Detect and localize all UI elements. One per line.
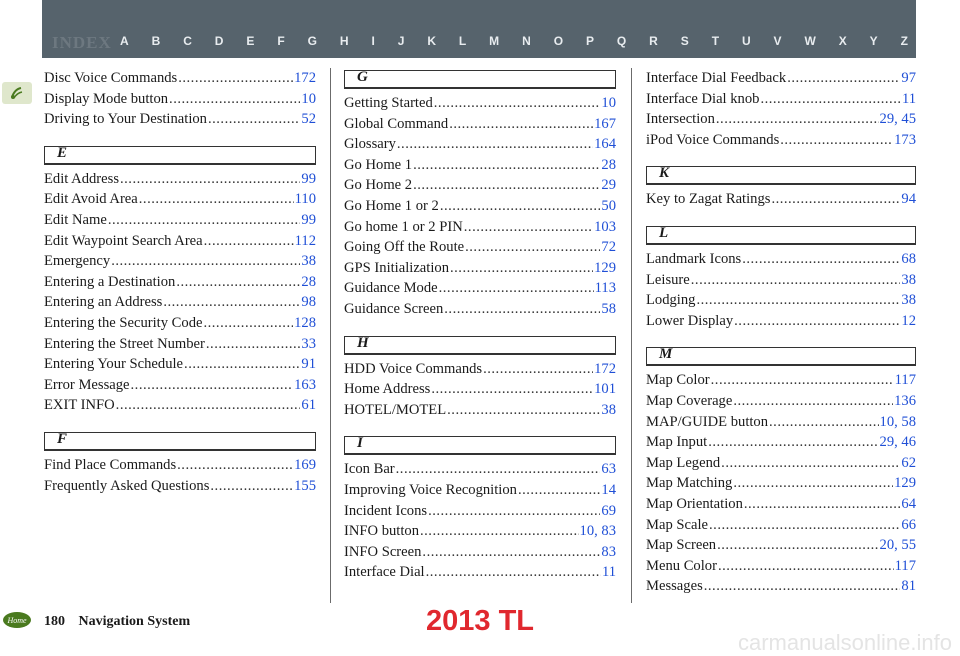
page-link[interactable]: 103 <box>594 218 616 235</box>
leader-dots <box>413 177 600 194</box>
leader-dots <box>444 301 600 318</box>
entry-name: Entering an Address <box>44 294 163 311</box>
entry-name: Display Mode button <box>44 90 169 107</box>
voice-command-icon <box>9 85 25 101</box>
entry-name: HDD Voice Commands <box>344 360 483 377</box>
index-entry <box>44 233 316 254</box>
page-link[interactable]: 172 <box>294 70 316 86</box>
page-link[interactable]: 81 <box>901 578 916 595</box>
leader-dots <box>139 191 294 208</box>
page-number: 180 <box>44 614 65 629</box>
alphabet-letter-r[interactable]: R <box>649 34 658 48</box>
index-entry <box>646 313 916 334</box>
leader-dots <box>413 157 600 174</box>
index-entry <box>44 253 316 274</box>
index-entry <box>646 272 916 293</box>
section-header <box>344 336 616 355</box>
section-letter: L <box>659 224 669 241</box>
index-column-2 <box>344 70 616 585</box>
alphabet-letter-h[interactable]: H <box>339 34 349 48</box>
alphabet-letter-m[interactable]: M <box>489 34 500 48</box>
page-link[interactable]: 68 <box>901 250 916 267</box>
entry-name: Edit Waypoint Search Area <box>44 232 203 249</box>
alphabet-letter-w[interactable]: W <box>804 34 816 48</box>
entry-name: Intersection <box>646 111 715 128</box>
alphabet-letter-o[interactable]: O <box>553 34 564 48</box>
index-entry <box>44 91 316 112</box>
leader-dots <box>447 402 600 419</box>
leader-dots <box>464 219 593 236</box>
page-link[interactable]: 97 <box>901 70 916 86</box>
section-letter: H <box>357 334 369 351</box>
section-letter: I <box>357 435 363 452</box>
entry-name: Go Home 2 <box>344 177 413 194</box>
page-link[interactable]: 14 <box>601 481 616 498</box>
page-link[interactable]: 98 <box>301 294 316 311</box>
index-column-1 <box>44 70 316 498</box>
section-spacer <box>344 322 616 330</box>
entry-name: Interface Dial knob <box>646 90 760 107</box>
page-link[interactable]: 112 <box>294 232 316 249</box>
entry-name: EXIT INFO <box>44 397 115 414</box>
page-link[interactable]: 163 <box>294 376 316 393</box>
leader-dots <box>518 482 600 499</box>
index-entry <box>646 517 916 538</box>
section-letter: E <box>57 144 68 161</box>
index-entry <box>44 457 316 478</box>
leader-dots <box>440 198 601 215</box>
alphabet-letter-g[interactable]: G <box>307 34 317 48</box>
page-link[interactable]: 12 <box>901 312 916 329</box>
section-spacer <box>646 152 916 160</box>
alphabet-letter-n[interactable]: N <box>522 34 531 48</box>
entry-name: Map Matching <box>646 475 733 492</box>
index-entry <box>44 274 316 295</box>
index-entry <box>344 219 616 240</box>
footer-section-title: Navigation System <box>78 614 191 629</box>
entry-name: Home Address <box>344 381 431 398</box>
entry-name: Messages <box>646 578 703 595</box>
alphabet-letter-u[interactable]: U <box>741 34 751 48</box>
page-link[interactable]: 173 <box>894 131 916 148</box>
entry-name: Menu Color <box>646 557 717 574</box>
index-entry <box>646 434 916 455</box>
index-entry <box>646 191 916 212</box>
page-link[interactable]: 38 <box>901 271 916 288</box>
index-entry <box>646 111 916 132</box>
page-link[interactable]: 29 <box>601 177 616 194</box>
entry-name: Edit Name <box>44 211 107 228</box>
index-entry <box>646 292 916 313</box>
leader-dots <box>208 111 300 128</box>
index-title: INDEX <box>52 33 112 52</box>
page-link[interactable]: 29, 46 <box>879 434 916 451</box>
leader-dots <box>691 272 901 289</box>
page-link[interactable]: 155 <box>294 477 316 494</box>
section-header <box>44 146 316 165</box>
leader-dots <box>108 212 301 229</box>
entry-name: Landmark Icons <box>646 250 742 267</box>
page-link[interactable]: 58 <box>601 300 616 317</box>
entry-name: Driving to Your Destination <box>44 111 207 128</box>
model-label: 2013 TL <box>426 605 534 637</box>
page-link[interactable]: 99 <box>301 211 316 228</box>
alphabet-letter-a[interactable]: A <box>120 34 129 48</box>
leader-dots <box>696 292 900 309</box>
watermark: carmanualsonline.info <box>737 630 952 655</box>
page-link[interactable]: 28 <box>301 273 316 290</box>
page-link[interactable]: 61 <box>301 397 316 414</box>
page-link[interactable]: 172 <box>594 360 616 377</box>
leader-dots <box>711 372 894 389</box>
index-entry <box>344 177 616 198</box>
entry-name: Edit Address <box>44 170 119 187</box>
entry-name: Entering the Security Code <box>44 314 203 331</box>
leader-dots <box>734 313 900 330</box>
index-entry <box>44 294 316 315</box>
leader-dots <box>203 315 293 332</box>
index-entry <box>646 91 916 112</box>
alphabet-letter-d[interactable]: D <box>214 34 224 48</box>
entry-name: HOTEL/MOTEL <box>344 401 447 418</box>
alphabet-letter-s[interactable]: S <box>680 34 689 48</box>
index-entry <box>344 361 616 382</box>
index-entry <box>344 402 616 423</box>
page-link[interactable]: 11 <box>601 564 616 581</box>
page-link[interactable]: 129 <box>894 475 916 492</box>
entry-name: Error Message <box>44 376 130 393</box>
page-link[interactable]: 94 <box>901 191 916 208</box>
page-link[interactable]: 117 <box>894 372 916 389</box>
alphabet-letter-c[interactable]: C <box>183 34 192 48</box>
page-link[interactable]: 99 <box>301 170 316 187</box>
svg-text:Home: Home <box>7 616 27 625</box>
entry-name: Go Home 1 <box>344 156 413 173</box>
index-entry <box>44 356 316 377</box>
entry-name: Entering Your Schedule <box>44 356 184 373</box>
alphabet-nav <box>120 34 908 48</box>
alphabet-letter-v[interactable]: V <box>773 34 782 48</box>
leader-dots <box>210 478 293 495</box>
leader-dots <box>449 116 593 133</box>
leader-dots <box>483 361 593 378</box>
leader-dots <box>709 517 900 534</box>
voice-command-tab[interactable] <box>2 82 32 104</box>
page-link[interactable]: 110 <box>294 191 316 208</box>
index-entry <box>44 397 316 418</box>
page-link[interactable]: 64 <box>901 495 916 512</box>
index-entry <box>344 239 616 260</box>
page-link[interactable]: 33 <box>301 335 316 352</box>
alphabet-letter-y[interactable]: Y <box>869 34 878 48</box>
page-link[interactable]: 10 <box>301 90 316 107</box>
section-letter: G <box>357 69 368 85</box>
leader-dots <box>744 496 901 513</box>
entry-name: Glossary <box>344 136 396 153</box>
page-link[interactable]: 164 <box>594 136 616 153</box>
leader-dots <box>771 191 900 208</box>
section-header <box>344 70 616 89</box>
entry-name: Map Screen <box>646 537 717 554</box>
entry-name: Frequently Asked Questions <box>44 477 210 494</box>
entry-name: Guidance Screen <box>344 300 444 317</box>
section-letter: K <box>659 165 670 182</box>
entry-name: Global Command <box>344 115 449 132</box>
entry-name: Interface Dial <box>344 564 425 581</box>
entry-name: Map Scale <box>646 516 709 533</box>
page-link[interactable]: 129 <box>594 259 616 276</box>
leader-dots <box>760 91 900 108</box>
entry-name: Interface Dial Feedback <box>646 70 787 86</box>
page-link[interactable]: 72 <box>601 239 616 256</box>
page-link[interactable]: 38 <box>301 253 316 270</box>
index-entry <box>44 111 316 132</box>
entry-name: Lodging <box>646 292 696 309</box>
leader-dots <box>184 356 300 373</box>
index-entry <box>646 558 916 579</box>
page-link[interactable]: 50 <box>601 197 616 214</box>
entry-name: Disc Voice Commands <box>44 70 178 86</box>
alphabet-letter-q[interactable]: Q <box>616 34 627 48</box>
page-link[interactable]: 28 <box>601 156 616 173</box>
section-letter: M <box>659 346 673 363</box>
page-link[interactable]: 167 <box>594 115 616 132</box>
entry-name: Go Home 1 or 2 <box>344 197 439 214</box>
entry-name: Map Color <box>646 372 710 389</box>
leader-dots <box>176 274 300 291</box>
entry-name: GPS Initialization <box>344 259 449 276</box>
section-spacer <box>44 418 316 426</box>
index-entry <box>344 564 616 585</box>
entry-name: Guidance Mode <box>344 280 438 297</box>
section-spacer <box>646 333 916 341</box>
index-entry <box>646 537 916 558</box>
index-entry <box>44 191 316 212</box>
leader-dots <box>178 70 293 87</box>
leader-dots <box>420 523 579 540</box>
index-entry <box>44 336 316 357</box>
section-header <box>646 226 916 245</box>
leader-dots <box>733 393 893 410</box>
page-link[interactable]: 136 <box>894 392 916 409</box>
page-link[interactable]: 38 <box>901 292 916 309</box>
index-entry <box>344 260 616 281</box>
index-entry <box>344 503 616 524</box>
page-link[interactable]: 10, 83 <box>579 523 616 540</box>
entry-name: Map Orientation <box>646 495 743 512</box>
section-header <box>44 432 316 451</box>
leader-dots <box>439 280 594 297</box>
index-entry <box>44 478 316 499</box>
alphabet-letter-z[interactable]: Z <box>900 34 908 48</box>
index-entry <box>646 372 916 393</box>
leader-dots <box>428 503 600 520</box>
entry-name: Entering the Street Number <box>44 335 205 352</box>
leader-dots <box>434 95 601 112</box>
page-link[interactable]: 66 <box>901 516 916 533</box>
index-entry <box>646 496 916 517</box>
alphabet-letter-p[interactable]: P <box>585 34 594 48</box>
index-header <box>42 0 916 58</box>
entry-name: INFO Screen <box>344 543 422 560</box>
page-link[interactable]: 69 <box>601 502 616 519</box>
entry-name: Map Input <box>646 434 708 451</box>
leader-dots <box>450 260 593 277</box>
page-link[interactable]: 11 <box>901 90 916 107</box>
section-header <box>646 166 916 185</box>
leader-dots <box>396 461 601 478</box>
page-link[interactable]: 62 <box>901 454 916 471</box>
index-entry <box>646 455 916 476</box>
alphabet-letter-j[interactable]: J <box>397 34 405 48</box>
index-entry <box>646 251 916 272</box>
alphabet-letter-f[interactable]: F <box>277 34 285 48</box>
page-link[interactable]: 20, 55 <box>879 537 916 554</box>
leader-dots <box>163 294 300 311</box>
alphabet-letter-i[interactable]: I <box>371 34 375 48</box>
index-entry <box>646 578 916 599</box>
page-link[interactable]: 52 <box>301 111 316 128</box>
leader-dots <box>131 377 294 394</box>
page-link[interactable]: 113 <box>594 280 616 297</box>
column-divider <box>330 68 331 603</box>
entry-name: Entering a Destination <box>44 273 176 290</box>
entry-name: Icon Bar <box>344 461 395 478</box>
leader-dots <box>465 239 600 256</box>
index-entry <box>344 381 616 402</box>
index-entry <box>344 157 616 178</box>
index-entry <box>646 475 916 496</box>
column-divider <box>631 68 632 603</box>
entry-name: Go home 1 or 2 PIN <box>344 218 463 235</box>
leader-dots <box>426 564 601 581</box>
entry-name: Map Legend <box>646 454 721 471</box>
index-entry <box>344 280 616 301</box>
index-entry <box>344 198 616 219</box>
index-entry <box>44 212 316 233</box>
index-entry <box>344 116 616 137</box>
leader-dots <box>204 233 294 250</box>
entry-name: MAP/GUIDE button <box>646 413 769 430</box>
leader-dots <box>422 544 600 561</box>
entry-name: Leisure <box>646 271 690 288</box>
leader-dots <box>397 136 593 153</box>
page-link[interactable]: 10, 58 <box>879 413 916 430</box>
leader-dots <box>704 578 901 595</box>
index-entry <box>344 461 616 482</box>
leader-dots <box>177 457 293 474</box>
leader-dots <box>780 132 893 149</box>
entry-name: Key to Zagat Ratings <box>646 191 771 208</box>
index-entry <box>344 301 616 322</box>
section-spacer <box>44 132 316 140</box>
index-entry <box>646 393 916 414</box>
alphabet-letter-t[interactable]: T <box>711 34 720 48</box>
leader-dots <box>116 397 301 414</box>
entry-name: iPod Voice Commands <box>646 131 780 148</box>
alphabet-letter-e[interactable]: E <box>246 34 255 48</box>
leader-dots <box>717 537 878 554</box>
leader-dots <box>169 91 300 108</box>
entry-name: Edit Avoid Area <box>44 191 138 208</box>
entry-name: Emergency <box>44 253 111 270</box>
index-entry <box>344 95 616 116</box>
entry-name: Getting Started <box>344 95 433 111</box>
page-link[interactable]: 63 <box>601 461 616 478</box>
entry-name: Going Off the Route <box>344 239 465 256</box>
page-link[interactable]: 38 <box>601 401 616 418</box>
leader-dots <box>787 70 900 87</box>
page-link[interactable]: 101 <box>594 381 616 398</box>
index-entry <box>44 171 316 192</box>
index-entry <box>344 523 616 544</box>
leader-dots <box>431 381 593 398</box>
leader-dots <box>742 251 900 268</box>
section-header <box>646 347 916 366</box>
entry-name: Lower Display <box>646 312 734 329</box>
entry-name: INFO button <box>344 523 419 540</box>
leader-dots <box>206 336 301 353</box>
section-spacer <box>646 212 916 220</box>
section-letter: F <box>57 430 68 447</box>
index-entry <box>646 414 916 435</box>
leader-dots <box>733 475 893 492</box>
leader-dots <box>716 111 879 128</box>
section-spacer <box>344 422 616 430</box>
index-entry <box>44 70 316 91</box>
entry-name: Incident Icons <box>344 502 428 519</box>
index-entry <box>44 377 316 398</box>
alphabet-letter-l[interactable]: L <box>458 34 467 48</box>
page-link[interactable]: 10 <box>601 95 616 111</box>
leader-dots <box>111 253 300 270</box>
alphabet-letter-x[interactable]: X <box>838 34 847 48</box>
index-entry <box>646 132 916 153</box>
alphabet-letter-b[interactable]: B <box>151 34 161 48</box>
leader-dots <box>769 414 878 431</box>
index-column-3 <box>646 70 916 599</box>
leader-dots <box>718 558 894 575</box>
page-link[interactable]: 91 <box>301 356 316 373</box>
index-entry <box>646 70 916 91</box>
index-entry <box>44 315 316 336</box>
leader-dots <box>708 434 878 451</box>
leader-dots <box>721 455 900 472</box>
index-entry <box>344 544 616 565</box>
page-link[interactable]: 117 <box>894 557 916 574</box>
alphabet-letter-k[interactable]: K <box>427 34 436 48</box>
section-header <box>344 436 616 455</box>
index-entry <box>344 482 616 503</box>
page-link[interactable]: 128 <box>294 314 316 331</box>
leader-dots <box>120 171 300 188</box>
entry-name: Map Coverage <box>646 392 733 409</box>
entry-name: Improving Voice Recognition <box>344 481 517 498</box>
index-entry <box>344 136 616 157</box>
page-link[interactable]: 83 <box>601 543 616 560</box>
page-link[interactable]: 169 <box>294 456 316 473</box>
entry-name: Find Place Commands <box>44 456 177 473</box>
page-link[interactable]: 29, 45 <box>879 111 916 128</box>
